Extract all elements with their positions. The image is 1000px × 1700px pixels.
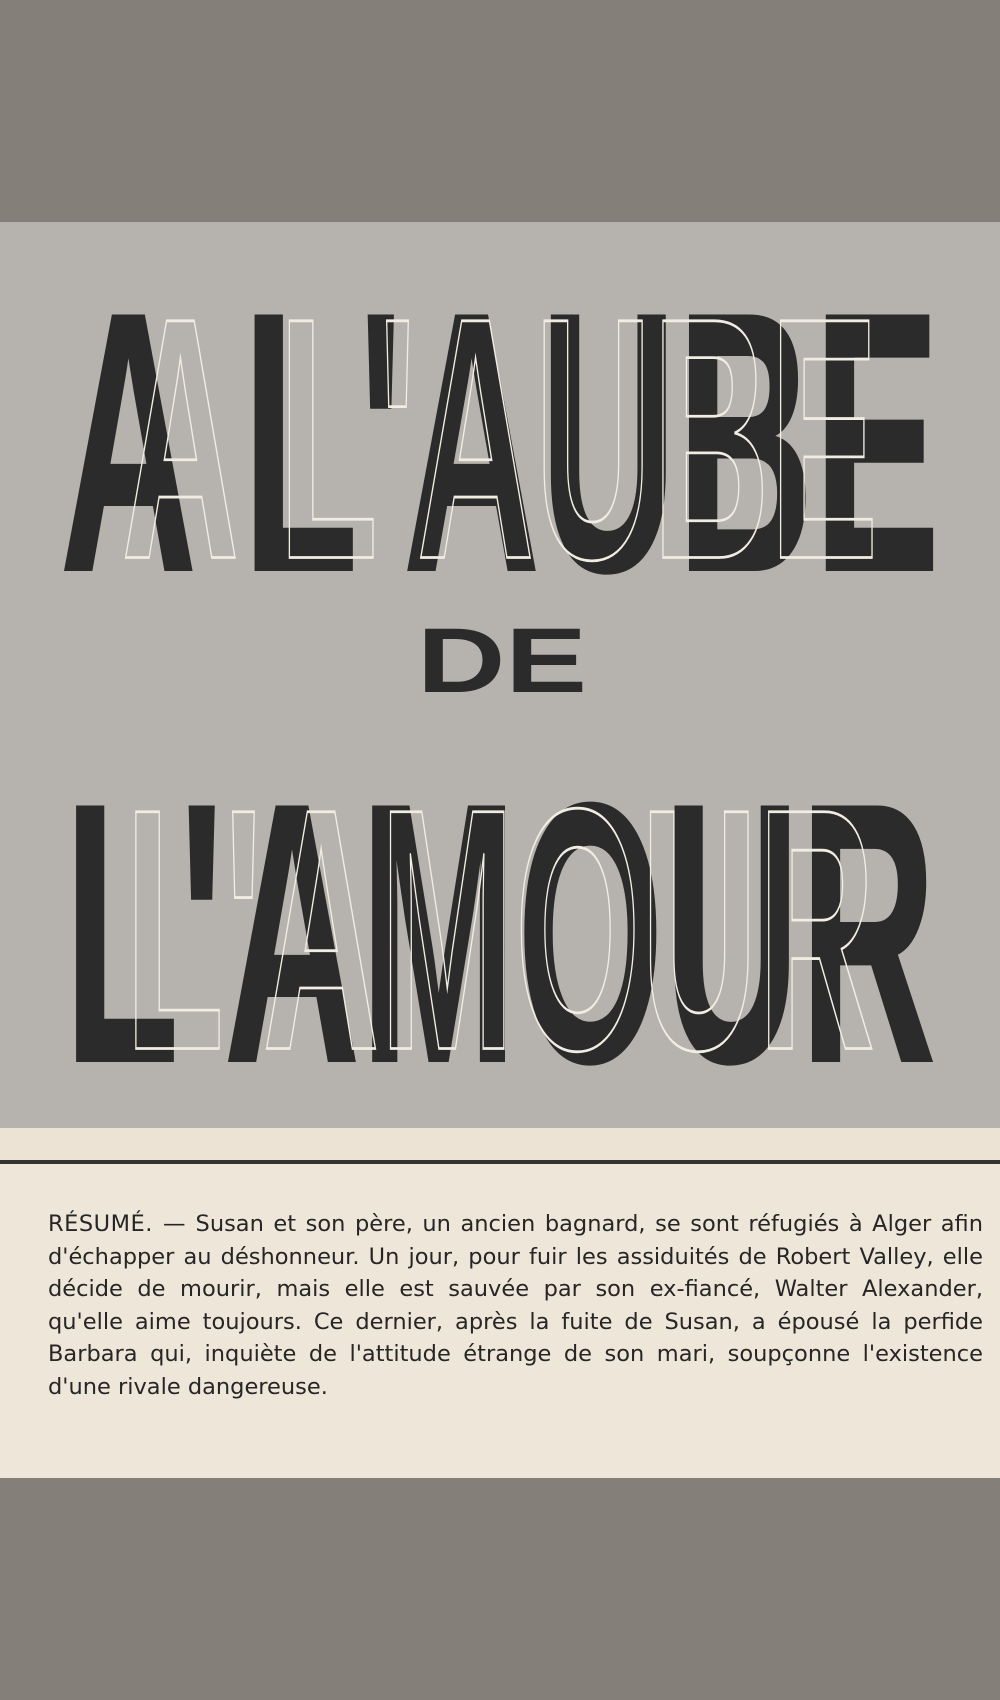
headline-line3-inline: L'AMOUR [125,738,875,1123]
headline-line1-inline: A L'AUBE [121,247,879,632]
headline-line1: A L'AUBE [60,236,940,649]
headline-line3: L'AMOUR [64,727,937,1128]
headline [0,222,1000,1128]
summary-paragraph [48,1208,983,1403]
headline-line2: DE [417,610,587,712]
paper-strip [0,1128,1000,1160]
title-panel [0,222,1000,1128]
summary-body: Susan et son père, un ancien bagnard, se sont réfugiés à Alger afin d'échapper au déshonneur. Un jour, pour fuir les assiduités de Robert Valley, elle décide de mourir, mais elle est sauvée par son ex-fiancé, Walter Alexander, qu'elle aime toujours. Ce dernier, après la fuite de Susan, a épousé la perfide Barbara qui, inquiète de l'attitude étrange de son mari, soupçonne l'existence d'une rivale dangereuse. [48,1211,983,1400]
summary-lead: RÉSUMÉ. — [48,1211,186,1237]
